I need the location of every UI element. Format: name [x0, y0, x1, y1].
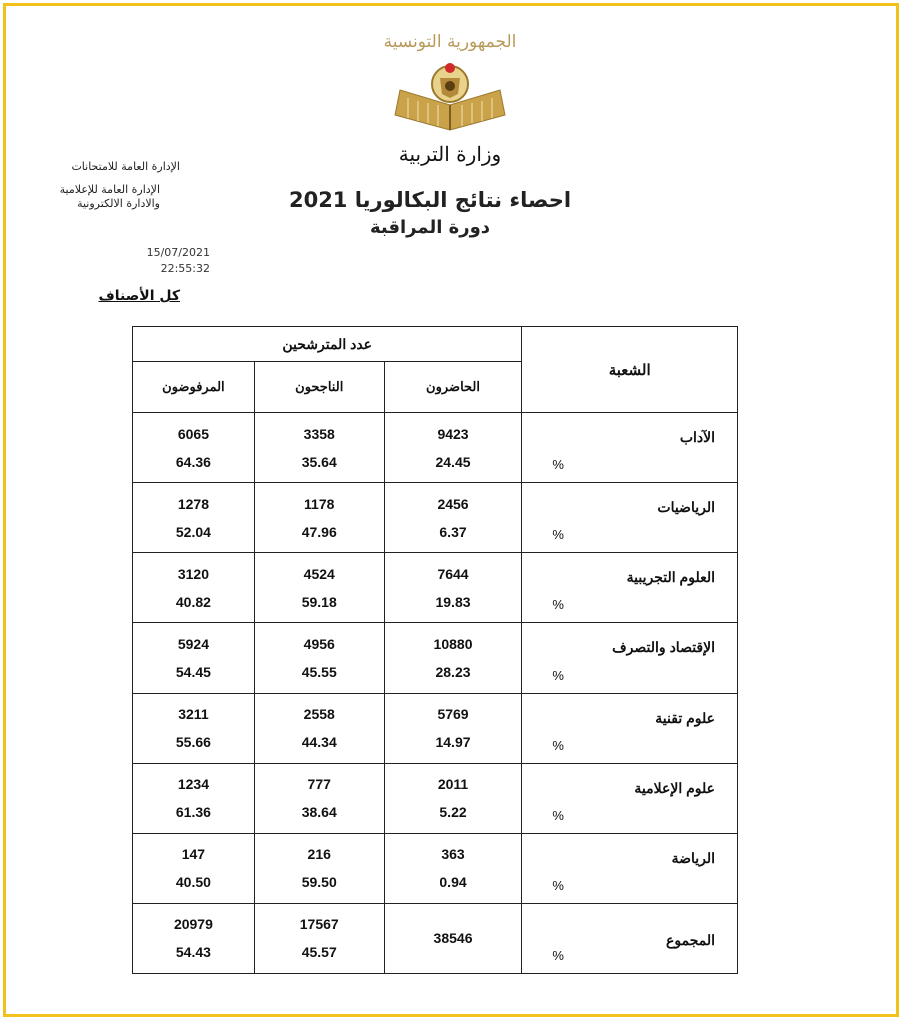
rejected-percent: 55.66 [175, 734, 211, 751]
branch-cell [522, 413, 738, 483]
dept-it: الإدارة العامة للإعلامية [59, 183, 160, 196]
present-percent: 0.94 [439, 874, 467, 891]
table-body [133, 413, 738, 904]
present-cell [384, 553, 522, 623]
rejected-cell [133, 623, 255, 693]
total-branch-name: المجموع [666, 931, 715, 948]
page-title: احصاء نتائج البكالوريا 2021 [288, 188, 572, 212]
rejected-percent: 40.50 [175, 874, 211, 891]
page-subtitle: دورة المراقبة [369, 217, 491, 238]
branch-cell [522, 833, 738, 903]
rejected-count: 5924 [177, 635, 209, 652]
total-passed: 17567 [299, 916, 339, 933]
passed-count: 4524 [303, 565, 335, 582]
passed-cell [254, 413, 384, 483]
table-row [133, 483, 738, 553]
rejected-count: 1278 [177, 495, 209, 512]
passed-percent: 35.64 [301, 453, 337, 470]
rejected-count: 1234 [177, 776, 209, 793]
total-passed-cell [254, 903, 384, 973]
present-cell [384, 763, 522, 833]
percent-sign: % [552, 807, 564, 823]
rejected-percent: 52.04 [175, 523, 211, 540]
branch-header: الشعبة [522, 327, 738, 413]
passed-percent: 44.34 [301, 734, 337, 751]
rejected-cell [133, 413, 255, 483]
ministry-label: وزارة التربية [398, 142, 502, 166]
present-count: 9423 [437, 425, 469, 442]
passed-cell [254, 833, 384, 903]
total-branch-cell [522, 903, 738, 973]
present-cell [384, 693, 522, 763]
print-time: 22:55:32 [160, 262, 210, 275]
rejected-cell [133, 483, 255, 553]
rejected-count: 3120 [177, 565, 209, 582]
rejected-cell [133, 763, 255, 833]
branch-name: الرياضيات [657, 499, 715, 516]
present-count: 363 [441, 846, 465, 863]
present-percent: 5.22 [439, 804, 467, 821]
results-table [132, 326, 738, 974]
passed-cell [254, 693, 384, 763]
percent-sign: % [552, 877, 564, 893]
rejected-header: المرفوضون [133, 362, 255, 413]
branch-cell [522, 553, 738, 623]
passed-header: الناجحون [254, 362, 384, 413]
branch-name: الآداب [679, 429, 715, 446]
passed-percent: 59.50 [301, 874, 337, 891]
rejected-percent: 61.36 [175, 804, 211, 821]
present-count: 7644 [437, 565, 469, 582]
rejected-count: 3211 [178, 706, 209, 723]
present-percent: 28.23 [435, 663, 471, 680]
branch-name: علوم تقنية [655, 709, 715, 726]
dept-exams: الإدارة العامة للامتحانات [71, 160, 180, 173]
rejected-cell [133, 693, 255, 763]
present-percent: 19.83 [435, 593, 471, 610]
total-rejected: 20979 [173, 916, 213, 933]
passed-percent: 47.96 [301, 523, 337, 540]
rejected-cell [133, 833, 255, 903]
print-date: 15/07/2021 [146, 246, 210, 259]
percent-sign: % [552, 457, 564, 473]
passed-count: 777 [307, 776, 331, 793]
passed-count: 216 [307, 846, 331, 863]
present-cell [384, 833, 522, 903]
percent-sign: % [552, 527, 564, 543]
branch-cell [522, 693, 738, 763]
passed-count: 1178 [304, 495, 335, 512]
table-row [133, 553, 738, 623]
dept-electronic: والادارة الالكترونية [77, 197, 160, 210]
candidates-group-header: عدد المترشحين [133, 327, 522, 362]
percent-sign: % [552, 737, 564, 753]
rejected-percent: 64.36 [175, 453, 211, 470]
present-cell [384, 483, 522, 553]
section-label: كل الأصناف [98, 288, 180, 304]
table-row [133, 623, 738, 693]
branch-name: الإقتصاد والتصرف [612, 639, 715, 656]
branch-name: علوم الإعلامية [634, 779, 715, 796]
present-percent: 14.97 [435, 734, 471, 751]
total-rejected-pct: 54.43 [175, 944, 211, 961]
passed-cell [254, 623, 384, 693]
present-percent: 24.45 [435, 453, 471, 470]
total-passed-pct: 45.57 [301, 944, 337, 961]
percent-sign: % [552, 667, 564, 683]
table-total-row [133, 903, 738, 973]
rejected-count: 147 [181, 846, 206, 863]
passed-percent: 59.18 [301, 593, 337, 610]
passed-count: 4956 [303, 635, 335, 652]
passed-count: 2558 [303, 706, 335, 723]
present-count: 5769 [437, 706, 469, 723]
branch-cell [522, 763, 738, 833]
present-cell [384, 623, 522, 693]
total-present: 38546 [384, 903, 522, 973]
percent-sign: % [552, 597, 564, 613]
present-header: الحاضرون [384, 362, 522, 413]
table-row [133, 693, 738, 763]
passed-cell [254, 483, 384, 553]
republic-label: الجمهورية التونسية [383, 32, 517, 52]
ministry-emblem-icon [390, 60, 510, 145]
rejected-percent: 40.82 [175, 593, 211, 610]
table-row [133, 763, 738, 833]
passed-count: 3358 [303, 425, 335, 442]
passed-percent: 45.55 [301, 663, 337, 680]
present-count: 10880 [433, 635, 473, 652]
present-cell [384, 413, 522, 483]
total-rejected-cell [133, 903, 255, 973]
present-count: 2011 [437, 776, 469, 793]
passed-cell [254, 763, 384, 833]
table-row [133, 833, 738, 903]
table-header-row [133, 327, 738, 362]
rejected-percent: 54.45 [175, 663, 211, 680]
present-count: 2456 [437, 495, 469, 512]
branch-cell [522, 623, 738, 693]
rejected-count: 6065 [177, 425, 209, 442]
branch-name: العلوم التجريبية [626, 569, 715, 586]
percent-sign: % [552, 948, 564, 963]
branch-name: الرياضة [671, 849, 715, 866]
passed-cell [254, 553, 384, 623]
passed-percent: 38.64 [301, 804, 337, 821]
present-percent: 6.37 [439, 523, 467, 540]
branch-cell [522, 483, 738, 553]
table-row [133, 413, 738, 483]
rejected-cell [133, 553, 255, 623]
